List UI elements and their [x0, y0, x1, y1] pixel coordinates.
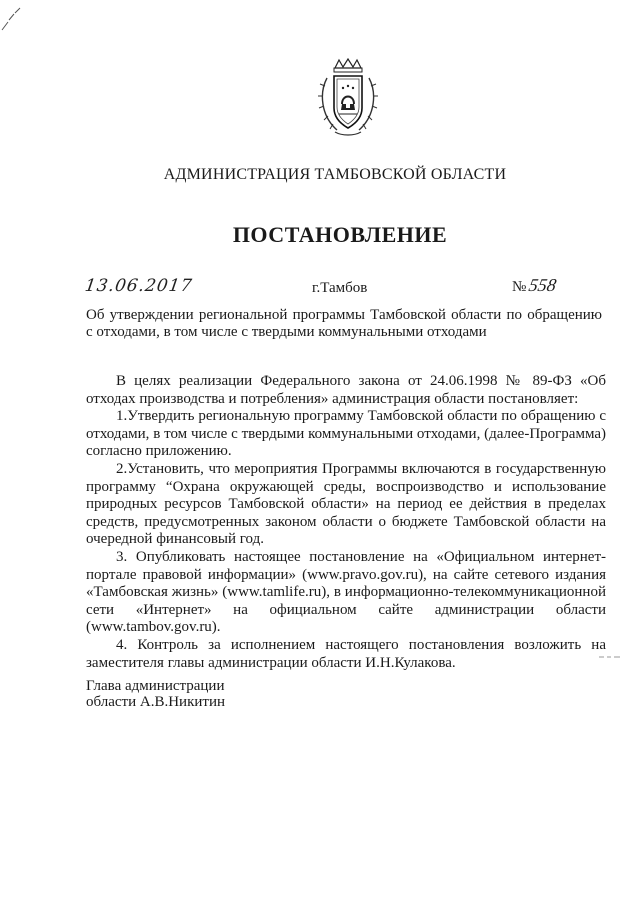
document-city: г.Тамбов: [312, 280, 368, 296]
signature-position: Глава администрации: [86, 678, 225, 694]
scan-mark: [598, 654, 622, 660]
number-label: №: [512, 279, 527, 295]
paragraph-item-2: 2.Установить, что мероприятия Программы включаются в государственную программу “Охрана окружающей среды, воспроизводство и использование природных ресурсов Тамбовской области» на период ее действия в пределах средств, предусмотренных законом области о бюджете Тамбовской области на очередной финансовый год.: [86, 460, 606, 548]
document-body: [86, 373, 606, 672]
tambov-coat-of-arms-icon: [317, 58, 379, 138]
paragraph-preamble: В целях реализации Федерального закона от 24.06.1998 № 89-ФЗ «Об отходах производства и потребления» администрация области постановляет:: [86, 373, 606, 407]
scan-mark: [0, 0, 40, 40]
paragraph-item-3: 3. Опубликовать настоящее постановление на «Официальном интернет-портале правовой информации» (www.pravo.gov.ru), на сайте сетевого издания «Тамбовская жизнь» (www.tamlife.ru), в информационно-телекоммуникационной сети «Интернет» на официальном сайте администрации области (www.tambov.gov.ru).: [86, 548, 606, 636]
paragraph-item-4: 4. Контроль за исполнением настоящего постановления возложить на заместителя главы администрации области И.Н.Кулакова.: [86, 636, 606, 671]
document-date: 13.06.2017: [83, 276, 194, 296]
paragraph-item-1: 1.Утвердить региональную программу Тамбовской области по обращению с отходами, в том числе с твердыми коммунальными отходами, (далее-Программа) согласно приложению.: [86, 408, 606, 460]
document-number: [512, 275, 559, 296]
document-type-title: ПОСТАНОВЛЕНИЕ: [232, 222, 448, 247]
organization-name: АДМИНИСТРАЦИЯ ТАМБОВСКОЙ ОБЛАСТИ: [163, 166, 507, 183]
document-subject: Об утверждении региональной программы Тамбовской области по обращению с отходами, в том числе с твердыми коммунальными отходами: [86, 307, 602, 340]
signature-block: [86, 678, 225, 710]
signature-name: области А.В.Никитин: [86, 694, 226, 710]
number-value: 558: [527, 275, 559, 295]
